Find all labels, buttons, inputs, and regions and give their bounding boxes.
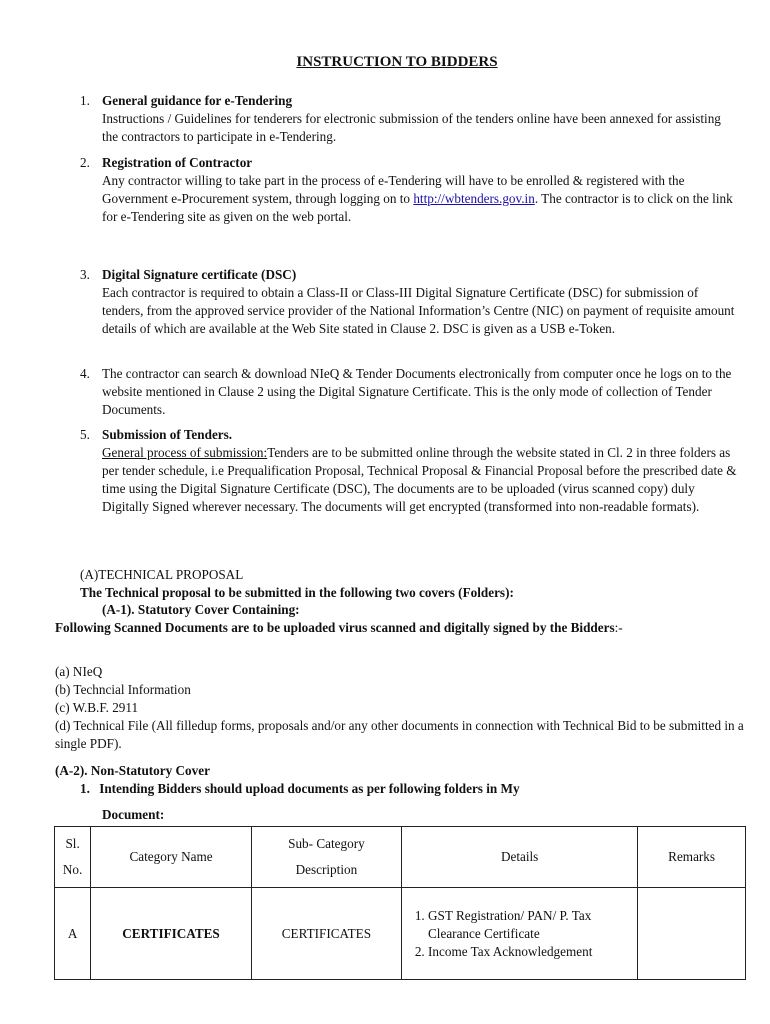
- header-sub-category: Sub- Category Description: [251, 827, 401, 888]
- table-row: [55, 888, 746, 980]
- section-text: Instructions / Guidelines for tenderers for electronic submission of the tenders online have been annexed for assisting the contractors to participate in e-Tendering.: [102, 111, 721, 144]
- a2-item-cont: Document:: [102, 807, 165, 822]
- section-number: 2.: [80, 155, 90, 170]
- scanned-bold: Following Scanned Documents are to be uploaded virus scanned and digitally signed by the Bidders: [55, 620, 615, 635]
- section-text: The contractor can search & download NIeQ & Tender Documents electronically from computer once he logs on to the website mentioned in Clause 2 using the Digital Signature Certificate. This is the only mode of collection of Tender Documents.: [102, 366, 732, 417]
- text-post: . The contractor is to click on the link for e-Tendering site as given on the web portal.: [102, 191, 733, 224]
- documents-table: [54, 826, 746, 980]
- a2-heading: (A-2). Non-Statutory Cover: [55, 763, 210, 778]
- text-pre: Any contractor willing to take part in the process of e-Tendering will have to be enrolled & registered with the Government e-Procurement system, through logging on to: [102, 173, 685, 206]
- cell-remarks: [638, 888, 746, 980]
- cell-category: CERTIFICATES: [91, 888, 252, 980]
- header-remarks: Remarks: [638, 827, 746, 888]
- cell-sub: CERTIFICATES: [251, 888, 401, 980]
- section-heading: Digital Signature certificate (DSC): [102, 267, 297, 282]
- a1-heading: (A-1). Statutory Cover Containing:: [102, 602, 300, 617]
- list-item: (c) W.B.F. 2911: [55, 700, 139, 715]
- sub-heading: General process of submission:: [102, 445, 268, 460]
- section-heading: Submission of Tenders.: [102, 427, 233, 442]
- list-item: (a) NIeQ: [55, 664, 103, 679]
- section-text: [102, 172, 740, 226]
- a2-item: [80, 780, 770, 798]
- list-item: (b) Techncial Information: [55, 682, 191, 697]
- text: Tenders are to be submitted online through the website stated in Cl. 2 in three folders as per tender schedule, i.e Prequalification Proposal, Technical Proposal & Financial Proposal before the prescribed date & time using the Digital Signature Certificate (DSC), The documents are to be uploaded (virus scanned copy) duly Digitally Signed wherever necessary. The documents will get encrypted (transformed into non-readable formats).: [102, 445, 737, 514]
- section-4: [80, 365, 740, 419]
- table-header-row: [55, 827, 746, 888]
- tech-heading: (A)TECHNICAL PROPOSAL: [80, 567, 244, 582]
- section-text: Each contractor is required to obtain a Class-II or Class-III Digital Signature Certificate (DSC) for submission of tenders, from the approved service provider of the National Information’s Centre (NIC) on payment of requisite amount details of which are available at the Web Site stated in Clause 2. DSC is given as a USB e-Token.: [102, 285, 735, 336]
- detail-item: 1. GST Registration/ PAN/ P. Tax Clearance Certificate: [428, 907, 633, 943]
- header-details: Details: [402, 827, 638, 888]
- section-heading: Registration of Contractor: [102, 155, 253, 170]
- list-item: (d) Technical File (All filledup forms, proposals and/or any other documents in connection with Technical Bid to be submitted in a single PDF).: [55, 718, 744, 751]
- cell-sl: A: [55, 888, 91, 980]
- section-3: [80, 266, 740, 338]
- wbtenders-link[interactable]: http://wbtenders.gov.in: [413, 191, 535, 206]
- header-sl: Sl. No.: [55, 827, 91, 888]
- section-1: [80, 92, 740, 146]
- section-number: 4.: [80, 366, 90, 381]
- page-title: INSTRUCTION TO BIDDERS: [296, 54, 498, 70]
- a2-item-text: Intending Bidders should upload documents as per following folders in My: [99, 781, 520, 796]
- a2-item-number: 1.: [80, 781, 90, 796]
- scanned-tail: :-: [614, 620, 623, 635]
- section-2: [80, 154, 740, 226]
- detail-item: 2. Income Tax Acknowledgement: [428, 943, 633, 961]
- section-number: 5.: [80, 427, 90, 442]
- cell-details: [402, 888, 638, 980]
- header-category: Category Name: [91, 827, 252, 888]
- section-heading: General guidance for e-Tendering: [102, 93, 293, 108]
- section-number: 3.: [80, 267, 90, 282]
- scanned-docs-text: [55, 619, 745, 637]
- section-number: 1.: [80, 93, 90, 108]
- section-5: [80, 426, 740, 516]
- doc-list: [55, 663, 745, 753]
- section-text: [102, 444, 740, 516]
- tech-line: The Technical proposal to be submitted in the following two covers (Folders):: [80, 585, 514, 600]
